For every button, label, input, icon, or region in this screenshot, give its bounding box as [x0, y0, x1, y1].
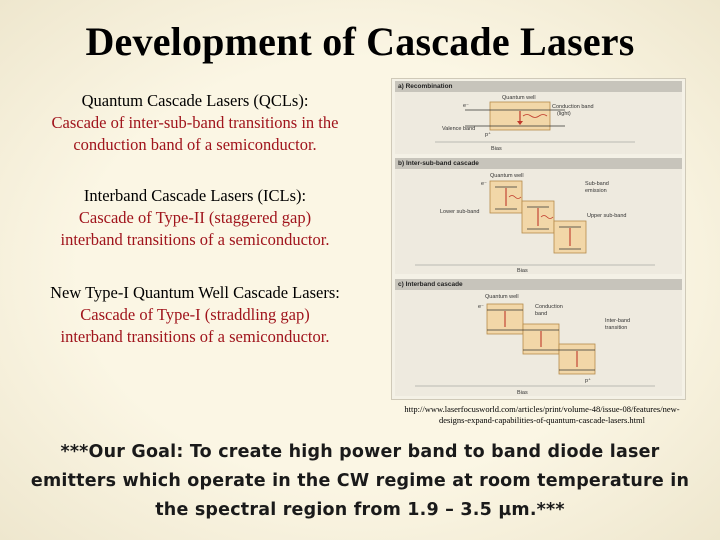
transition-label: transition: [605, 325, 628, 331]
electron-label: e⁻: [463, 103, 469, 109]
sub-band-label: Sub-band: [585, 181, 609, 187]
recombination-panel: [395, 81, 682, 154]
source-url-line2[interactable]: designs-expand-capabilities-of-quantum-cascade-lasers.html: [438, 415, 646, 425]
icl-heading: Interband Cascade Lasers (ICLs):: [83, 186, 307, 205]
type1-body-line1: Cascade of Type-I (straddling gap): [80, 305, 310, 324]
inter-band-label: Inter-band: [605, 318, 631, 324]
source-url-line1[interactable]: http://www.laserfocusworld.com/articles/print/volume-48/issue-08/features/new-: [404, 404, 680, 414]
goal-line3: the spectral region from 1.9 – 3.5 µm.***: [155, 500, 565, 520]
goal-line1: ***Our Goal: To create high power band to band diode laser: [60, 442, 660, 462]
recombination-diagram: [395, 92, 682, 154]
type1-heading: New Type-I Quantum Well Cascade Lasers:: [50, 283, 340, 302]
source-url[interactable]: [372, 404, 712, 426]
inter-sub-band-diagram: [395, 169, 682, 274]
icl-body-line1: Cascade of Type-II (staggered gap): [78, 208, 312, 227]
recombination-panel-header: a) Recombination: [395, 81, 682, 92]
upper-sub-band-label: Upper sub-band: [587, 213, 627, 219]
emission-label: emission: [585, 188, 607, 194]
cascade-diagram-figure: [391, 78, 686, 400]
lower-sub-band-label: Lower sub-band: [440, 209, 480, 215]
inter-sub-band-panel-header: b) Inter-sub-band cascade: [395, 158, 682, 169]
qcl-body-line1: Cascade of inter-sub-band transitions in the: [51, 113, 339, 132]
bias-label: Bias: [517, 390, 528, 396]
band-label: band: [535, 311, 548, 317]
conduction-label: Conduction: [535, 304, 563, 310]
type1-body-line2: interband transitions of a semiconductor.: [60, 327, 330, 346]
goal-statement: [10, 438, 710, 525]
interband-cascade-panel: [395, 279, 682, 396]
bias-label: Bias: [517, 268, 528, 274]
icl-section: [0, 185, 390, 251]
electron-label: e⁻: [478, 304, 484, 310]
hole-label: p⁺: [585, 378, 591, 384]
interband-cascade-diagram: [395, 290, 682, 396]
quantum-well-label: Quantum well: [485, 294, 519, 300]
interband-cascade-panel-header: c) Interband cascade: [395, 279, 682, 290]
valence-band-label: Valence band: [442, 126, 476, 132]
quantum-well-label: Quantum well: [502, 95, 536, 101]
qcl-body-line2: conduction band of a semiconductor.: [73, 135, 317, 154]
qcl-section: [0, 90, 390, 156]
quantum-well-label: Quantum well: [490, 173, 524, 179]
goal-line2: emitters which operate in the CW regime at room temperature in: [30, 471, 690, 491]
bias-label: Bias: [491, 146, 502, 152]
hole-label: p⁺: [485, 132, 491, 138]
icl-body-line2: interband transitions of a semiconductor.: [60, 230, 330, 249]
inter-sub-band-panel: [395, 158, 682, 274]
electron-label: e⁻: [481, 181, 487, 187]
conduction-band-label: Conduction band: [552, 104, 594, 110]
slide-title: Development of Cascade Lasers: [85, 19, 635, 64]
qcl-heading: Quantum Cascade Lasers (QCLs):: [81, 91, 309, 110]
type1-section: [0, 282, 390, 348]
light-label: (light): [557, 111, 571, 117]
